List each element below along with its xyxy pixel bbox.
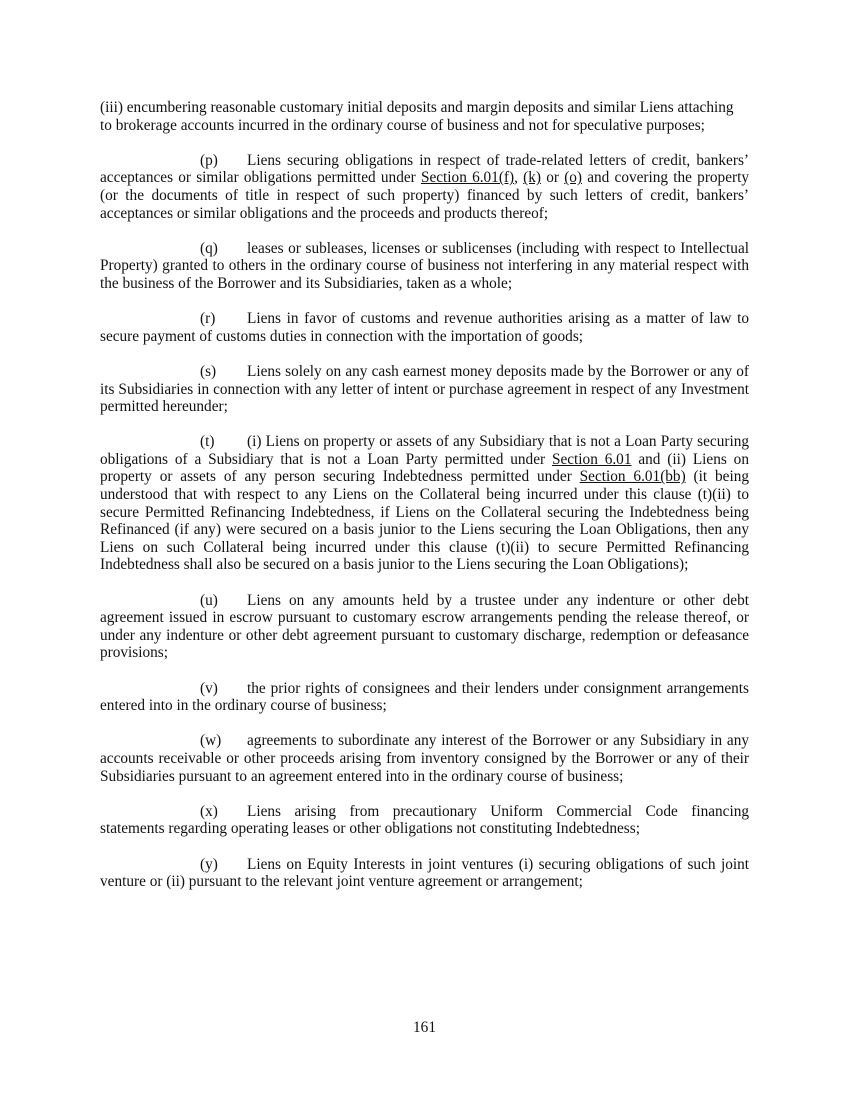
clause-v-text: the prior rights of consignees and their lenders under consignment arrangements entered into in the ordinary course of business; — [100, 679, 749, 715]
section-ref-k: (k) — [523, 169, 542, 187]
clause-s — [100, 363, 749, 416]
clause-u-text: Liens on any amounts held by a trustee under any indenture or other debt agreement issued in escrow pursuant to customary escrow arrangements pending the release thereof, or under any indenture or other debt agreement pursuant to customary discharge, redemption or defeasance provisions; — [100, 591, 749, 662]
clause-p-separator: , — [514, 169, 524, 187]
clause-s-text: Liens solely on any cash earnest money deposits made by the Borrower or any of its Subsidiaries in connection with any letter of intent or purchase agreement in respect of any Investment permitted hereunder; — [100, 362, 749, 416]
clause-t — [100, 433, 749, 574]
clause-t-label: (t) — [200, 433, 215, 451]
clause-q — [100, 240, 749, 293]
clause-p-separator: or — [541, 169, 565, 187]
page-number: 161 — [413, 1019, 436, 1036]
clause-p — [100, 152, 749, 222]
clause-v-label: (v) — [200, 679, 218, 697]
clause-x-text: Liens arising from precautionary Uniform Commercial Code financing statements regarding operating leases or other obligations not constituting Indebtedness; — [100, 802, 749, 838]
clause-r-label: (r) — [200, 310, 216, 328]
clause-t-text: (it being understood that with respect to any Liens on the Collateral being incurred under this clause (t)(ii) to secure Permitted Refinancing Indebtedness, if Liens on the Collateral securing the Indebtedness being Refinanced (if any) were secured on a basis junior to the Liens securing the Loan Obligations, then any Liens on such Collateral being incurred under this clause (t)(ii) to secure Permitted Refinancing Indebtedness shall also be secured on a basis junior to the Liens securing the Loan Obligations); — [100, 468, 750, 574]
clause-r-text: Liens in favor of customs and revenue authorities arising as a matter of law to secure payment of customs duties in connection with the importation of goods; — [100, 310, 749, 345]
section-ref-6-01: Section 6.01 — [551, 450, 632, 468]
clause-t-text: (i) Liens on property or assets of any Subsidiary that is not a Loan Party securing obligations of a Subsidiary that is not a Loan Party permitted under — [100, 433, 749, 468]
section-ref-6-01-bb: Section 6.01(bb) — [579, 468, 686, 486]
clause-s-label: (s) — [200, 362, 217, 380]
clause-q-label: (q) — [200, 239, 218, 257]
clause-y-label: (y) — [200, 855, 218, 873]
clause-p-text: Liens securing obligations in respect of trade-related letters of credit, bankers’ acceptances or similar obligations permitted under — [100, 151, 749, 187]
clause-t-text: and (ii) Liens on property or assets of any person securing Indebtedness permitted under — [100, 450, 749, 486]
clause-x-label: (x) — [200, 802, 218, 820]
continuation-text: (iii) encumbering reasonable customary initial deposits and margin deposits and similar Liens attaching to brokerage accounts incurred in the ordinary course of business and not for speculative purposes; — [100, 99, 734, 134]
clause-w-text: agreements to subordinate any interest of the Borrower or any Subsidiary in any accounts receivable or other proceeds arising from inventory consigned by the Borrower or any of their Subsidiaries pursuant to an agreement entered into in the ordinary course of business; — [100, 732, 749, 785]
clause-x — [100, 803, 749, 838]
section-ref-6-01-f: Section 6.01(f) — [420, 169, 515, 187]
clause-y — [100, 856, 749, 891]
clause-p-label: (p) — [200, 151, 218, 169]
clause-y-text: Liens on Equity Interests in joint ventures (i) securing obligations of such joint venture or (ii) pursuant to the relevant joint venture agreement or arrangement; — [100, 855, 749, 891]
clause-u — [100, 592, 749, 662]
clause-v — [100, 680, 749, 715]
clause-w-label: (w) — [200, 732, 222, 750]
clause-p-text: and covering the property (or the documents of title in respect of such property) financed by such letters of credit, bankers’ acceptances or similar obligations and the proceeds and products thereof; — [100, 169, 749, 222]
clause-r — [100, 310, 749, 345]
section-ref-o: (o) — [564, 169, 583, 187]
clause-w — [100, 732, 749, 785]
clause-u-label: (u) — [200, 591, 218, 609]
clause-o-iii-continuation — [100, 99, 749, 134]
clause-q-text: leases or subleases, licenses or sublicenses (including with respect to Intellectual Property) granted to others in the ordinary course of business not interfering in any material respect with the business of the Borrower and its Subsidiaries, taken as a whole; — [100, 239, 749, 292]
document-body — [100, 99, 749, 908]
